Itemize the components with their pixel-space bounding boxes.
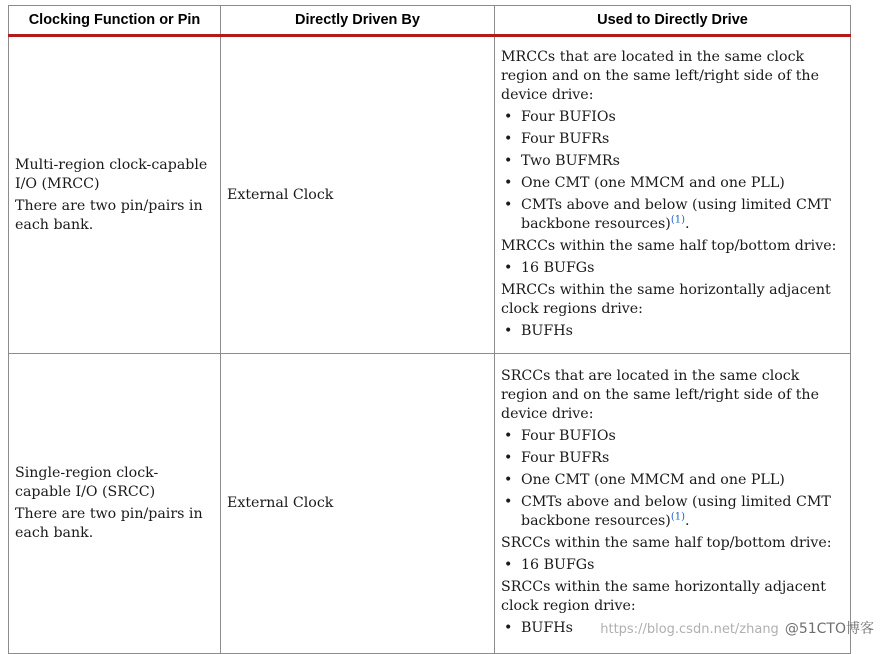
cmt-backbone-text: CMTs above and below (using limited CMT backbone resources)	[521, 494, 831, 529]
watermark-brand: @51CTO博客	[784, 621, 874, 637]
function-cell	[9, 354, 221, 654]
cmt-backbone-tail: .	[685, 513, 690, 529]
driven-by-cell: External Clock	[221, 36, 495, 354]
list-item: • Four BUFIOs	[501, 427, 844, 446]
drive-bullet-list	[501, 427, 844, 531]
drive-bufg-list	[501, 259, 844, 278]
header-clocking-function: Clocking Function or Pin	[9, 6, 221, 36]
list-item: • BUFHs	[501, 322, 844, 341]
list-item: • 16 BUFGs	[501, 556, 844, 575]
drive-bufh-list	[501, 322, 844, 341]
drive-intro: MRCCs that are located in the same clock region and on the same left/right side of the device drive:	[501, 48, 819, 103]
driven-by-cell: External Clock	[221, 354, 495, 654]
table-header-row	[9, 6, 851, 36]
list-item: • Four BUFRs	[501, 130, 844, 149]
list-item: • Two BUFMRs	[501, 152, 844, 171]
header-used-to-directly-drive: Used to Directly Drive	[495, 6, 851, 36]
table-row-mrcc	[9, 36, 851, 354]
list-item: • Four BUFIOs	[501, 108, 844, 127]
drive-bullet-list	[501, 108, 844, 234]
footnote-link[interactable]: (1)	[670, 511, 685, 523]
header-directly-driven-by: Directly Driven By	[221, 6, 495, 36]
footnote-link[interactable]: (1)	[670, 213, 685, 225]
drive-bufg-list	[501, 556, 844, 575]
list-item-cmt-backbone	[501, 493, 844, 531]
function-note: There are two pin/pairs in each bank.	[15, 197, 203, 233]
list-item: • 16 BUFGs	[501, 259, 844, 278]
drive-cell	[495, 36, 851, 354]
drive-bufg-intro: MRCCs within the same half top/bottom drive:	[501, 237, 837, 254]
list-item: • BUFHs	[501, 619, 844, 638]
cmt-backbone-text: CMTs above and below (using limited CMT backbone resources)	[521, 196, 831, 232]
drive-cell	[495, 354, 851, 654]
drive-bufg-intro: SRCCs within the same half top/bottom drive:	[501, 535, 832, 551]
function-name: Multi-region clock-capable I/O (MRCC)	[15, 156, 208, 192]
function-cell	[9, 36, 221, 354]
list-item: • One CMT (one MMCM and one PLL)	[501, 174, 844, 193]
drive-bufh-intro: SRCCs within the same horizontally adjacent clock region drive:	[501, 579, 826, 614]
function-note: There are two pin/pairs in each bank.	[15, 506, 203, 541]
list-item: • Four BUFRs	[501, 449, 844, 468]
list-item: • One CMT (one MMCM and one PLL)	[501, 471, 844, 490]
table-row-srcc	[9, 354, 851, 654]
clocking-table	[8, 5, 851, 654]
drive-bufh-intro: MRCCs within the same horizontally adjacent clock regions drive:	[501, 281, 831, 317]
function-name: Single-region clock-capable I/O (SRCC)	[15, 465, 159, 500]
watermark-url: https://blog.csdn.net/zhang	[600, 622, 779, 637]
drive-intro: SRCCs that are located in the same clock region and on the same left/right side of the device drive:	[501, 368, 819, 422]
watermark	[600, 618, 874, 638]
cmt-backbone-tail: .	[685, 215, 690, 232]
list-item-cmt-backbone	[501, 196, 844, 234]
